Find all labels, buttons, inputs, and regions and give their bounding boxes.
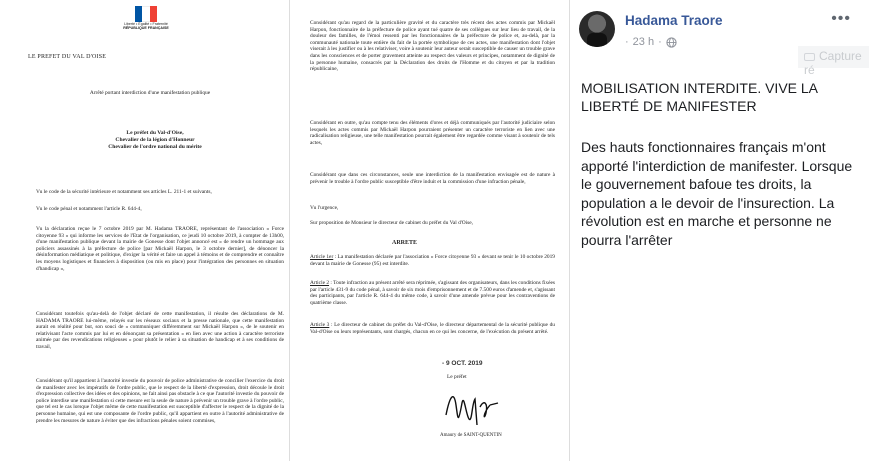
republique-francaise-logo <box>122 6 170 30</box>
post-time[interactable]: 23 h <box>632 36 655 48</box>
declaration-paragraph: Vu la déclaration reçue le 7 octobre 2019 par M. Hadama TRAORE, représentant de l'association « Force citoyenne 93 » qui informe les services de l'Etat de l'organisation, ce jeudi 10 octobre 2019, à compter de 13h00, d'une manifestation publique devant la mairie de Gonesse dont l'objet annoncé est « de rendre un hommage aux policiers assassinés à la préfecture de police [par Mickaël Harpon, le 3 octobre dernier], de dénoncer la désinformation médiatique et politique, d'exiger la vérité et faire un appel à témoins et de comprendre et connaître les moyens logistiques et financiers à disposition (ou mis en place) pour l'intégration des personnes en situation d'handicap », <box>36 226 284 272</box>
arrete-heading: ARRETE <box>392 240 418 246</box>
logo-republique: RÉPUBLIQUE FRANÇAISE <box>123 26 169 31</box>
article-1-text: : La manifestation déclarée par l'association « Force citoyenne 93 » devant se tenir le 10 octobre 2019 devant la mairie de Gonesse (95) est interdite. <box>310 254 556 267</box>
avatar[interactable] <box>579 11 615 47</box>
vu-urgence: Vu l'urgence, <box>310 205 339 211</box>
prefect-honors <box>80 130 230 151</box>
honor-line: Chevalier de l'ordre national du mérite <box>108 144 202 150</box>
date-stamp: - 9 OCT. 2019 <box>442 360 483 367</box>
considerant-terrorism: Considérant en outre, qu'au compte tenu des éléments d'ores et déjà communiqués par l'autorité judiciaire selon lesquels les actes commis par Mickaël Harpon pourraient présenter un caractère terroriste en lien avec une radicalisation religieuse, une telle manifestation pourrait également être regardée comme visant à soutenir de tels actes, <box>310 120 555 146</box>
considerant-paragraph-2: Considérant qu'il appartient à l'autorité investie du pouvoir de police administrative de concilier l'exercice du droit de manifester avec les impératifs de l'ordre public, que le respect de la liberté d'expression, droit découle le droit d'expression collective des idées et des opinions, ne fait ainsi pas obstacle à ce que l'autorité investie du pouvoir de police interdise une manifestation si cette mesure est la seule de nature à prévenir un trouble grave à l'ordre public, que tel est le cas lorsque l'objet même de cette manifestation est susceptible d'affecter le respect de la dignité de la personne humaine, qui est une composante de l'ordre public, qu'il appartient en outre à l'autorité administrative de prendre les mesures de nature à éviter que des infractions pénales soient commises, <box>36 378 284 424</box>
considerant-paragraph-1: Considérant toutefois qu'au-delà de l'objet déclaré de cette manifestation, il résulte des déclarations de M. HADAMA TRAORE lui-même, relayés sur les réseaux sociaux et la presse nationale, que cette manifestation aurait en réalité pour but, son souci de « communiquer différemment sur Mickaël Harpon », de le soutenir en relativisant l'acte commis par lui et en dénonçant sa présentation « en lien avec une action à caractère terroriste animée par des revendications religieuses » pour plutôt le relier à sa situation de handicap et à ses conditions de travail, <box>36 311 284 350</box>
article-2 <box>310 280 555 306</box>
proposition: Sur proposition de Monsieur le directeur de cabinet du préfet du Val d'Oise, <box>310 220 473 226</box>
decree-page-2 <box>292 0 570 461</box>
facebook-post <box>572 0 869 461</box>
vu-code-securite: Vu le code de la sécurité intérieure et notamment ses articles L. 211-1 et suivants, <box>36 189 212 195</box>
globe-icon <box>666 37 677 48</box>
considerant-interdiction: Considérant que dans ces circonstances, seule une interdiction de la manifestation envisagée est de nature à prévenir le trouble à l'ordre public susceptible d'être induit et la commission d'une infraction pénale, <box>310 172 555 185</box>
article-2-text: : Toute infraction au présent arrêté sera réprimée, s'agissant des organisateurs, dans les conditions fixées par l'article 431-9 du code pénal, à savoir de six mois d'emprisonnement et de 7.500 euros d'amende et, s'agissant des participants, par l'article R. 644-4 du même code, à savoir d'une amende prévue pour les contraventions de quatrième classe. <box>310 280 555 306</box>
handwritten-signature <box>442 385 502 431</box>
vu-code-penal: Vu le code pénal et notamment l'article R. 644-4, <box>36 206 142 212</box>
more-options-icon[interactable]: ••• <box>831 10 851 27</box>
author-name[interactable]: Hadama Traore <box>625 13 723 28</box>
honor-line: Le préfet du Val-d'Oise, <box>126 130 184 136</box>
article-2-label: Article 2 <box>310 280 330 286</box>
french-flag-icon <box>135 6 157 22</box>
post-meta: · 23 h · <box>625 36 677 48</box>
camera-icon <box>804 53 815 61</box>
article-3 <box>310 322 555 335</box>
article-1-label: Article 1er <box>310 254 334 260</box>
signature-label: Le préfet <box>447 374 467 380</box>
article-3-text: : Le directeur de cabinet du préfet du Val-d'Oise, le directeur départemental de la sécurité publique du Val-d'Oise ou leurs représentants, sont chargés, chacun en ce qui les concerne, de l'exécution du présent arrêté. <box>310 322 555 335</box>
logo-motto: Liberté • Égalité • Fraternité <box>124 22 168 26</box>
signatory-name: Amaury de SAINT-QUENTIN <box>440 433 502 438</box>
capture-label: Capture ré <box>804 49 862 77</box>
article-3-label: Article 3 <box>310 322 330 328</box>
honor-line: Chevalier de la légion d'Honneur <box>115 137 195 143</box>
post-headline: MOBILISATION INTERDITE. VIVE LA LIBERTÉ DE MANIFESTER <box>581 80 818 114</box>
prefect-title: LE PREFET DU VAL D'OISE <box>28 54 107 60</box>
post-body: Des hauts fonctionnaires français m'ont apporté l'interdiction de manifester. Lorsque le gouvernement bafoue tes droits, la population a le devoir de l'insurection. La révolution est en marche et personne ne pourra l'arrêter <box>581 139 853 248</box>
arrete-title: Arrêté portant interdiction d'une manifestation publique <box>89 90 211 96</box>
decree-page-1 <box>0 0 290 461</box>
article-1 <box>310 254 555 267</box>
considerant-gravity: Considérant qu'au regard de la particulière gravité et du caractère très récent des actes commis par Mickaël Harpon, fonctionnaire de la préfecture de police ayant tué quatre de ses collègues sur leur lieu de travail, de la douleur des familles, de l'émoi ressenti par les fonctionnaires de la préfecture de police et, au-delà, par la communauté nationale toute entière du fait de la portée symbolique de ces actes, une manifestation dont l'objet viserait à les justifier ou à les relativiser, voire à soutenir leur auteur serait susceptible de causer un trouble grave dans les consciences et de porter gravement atteinte au respect des valeurs et principes, notamment de dignité de la personne humaine, consacrés par la Déclaration des droits de l'Homme et du citoyen et par la tradition républicaine, <box>310 20 555 73</box>
capture-button[interactable] <box>798 46 869 77</box>
